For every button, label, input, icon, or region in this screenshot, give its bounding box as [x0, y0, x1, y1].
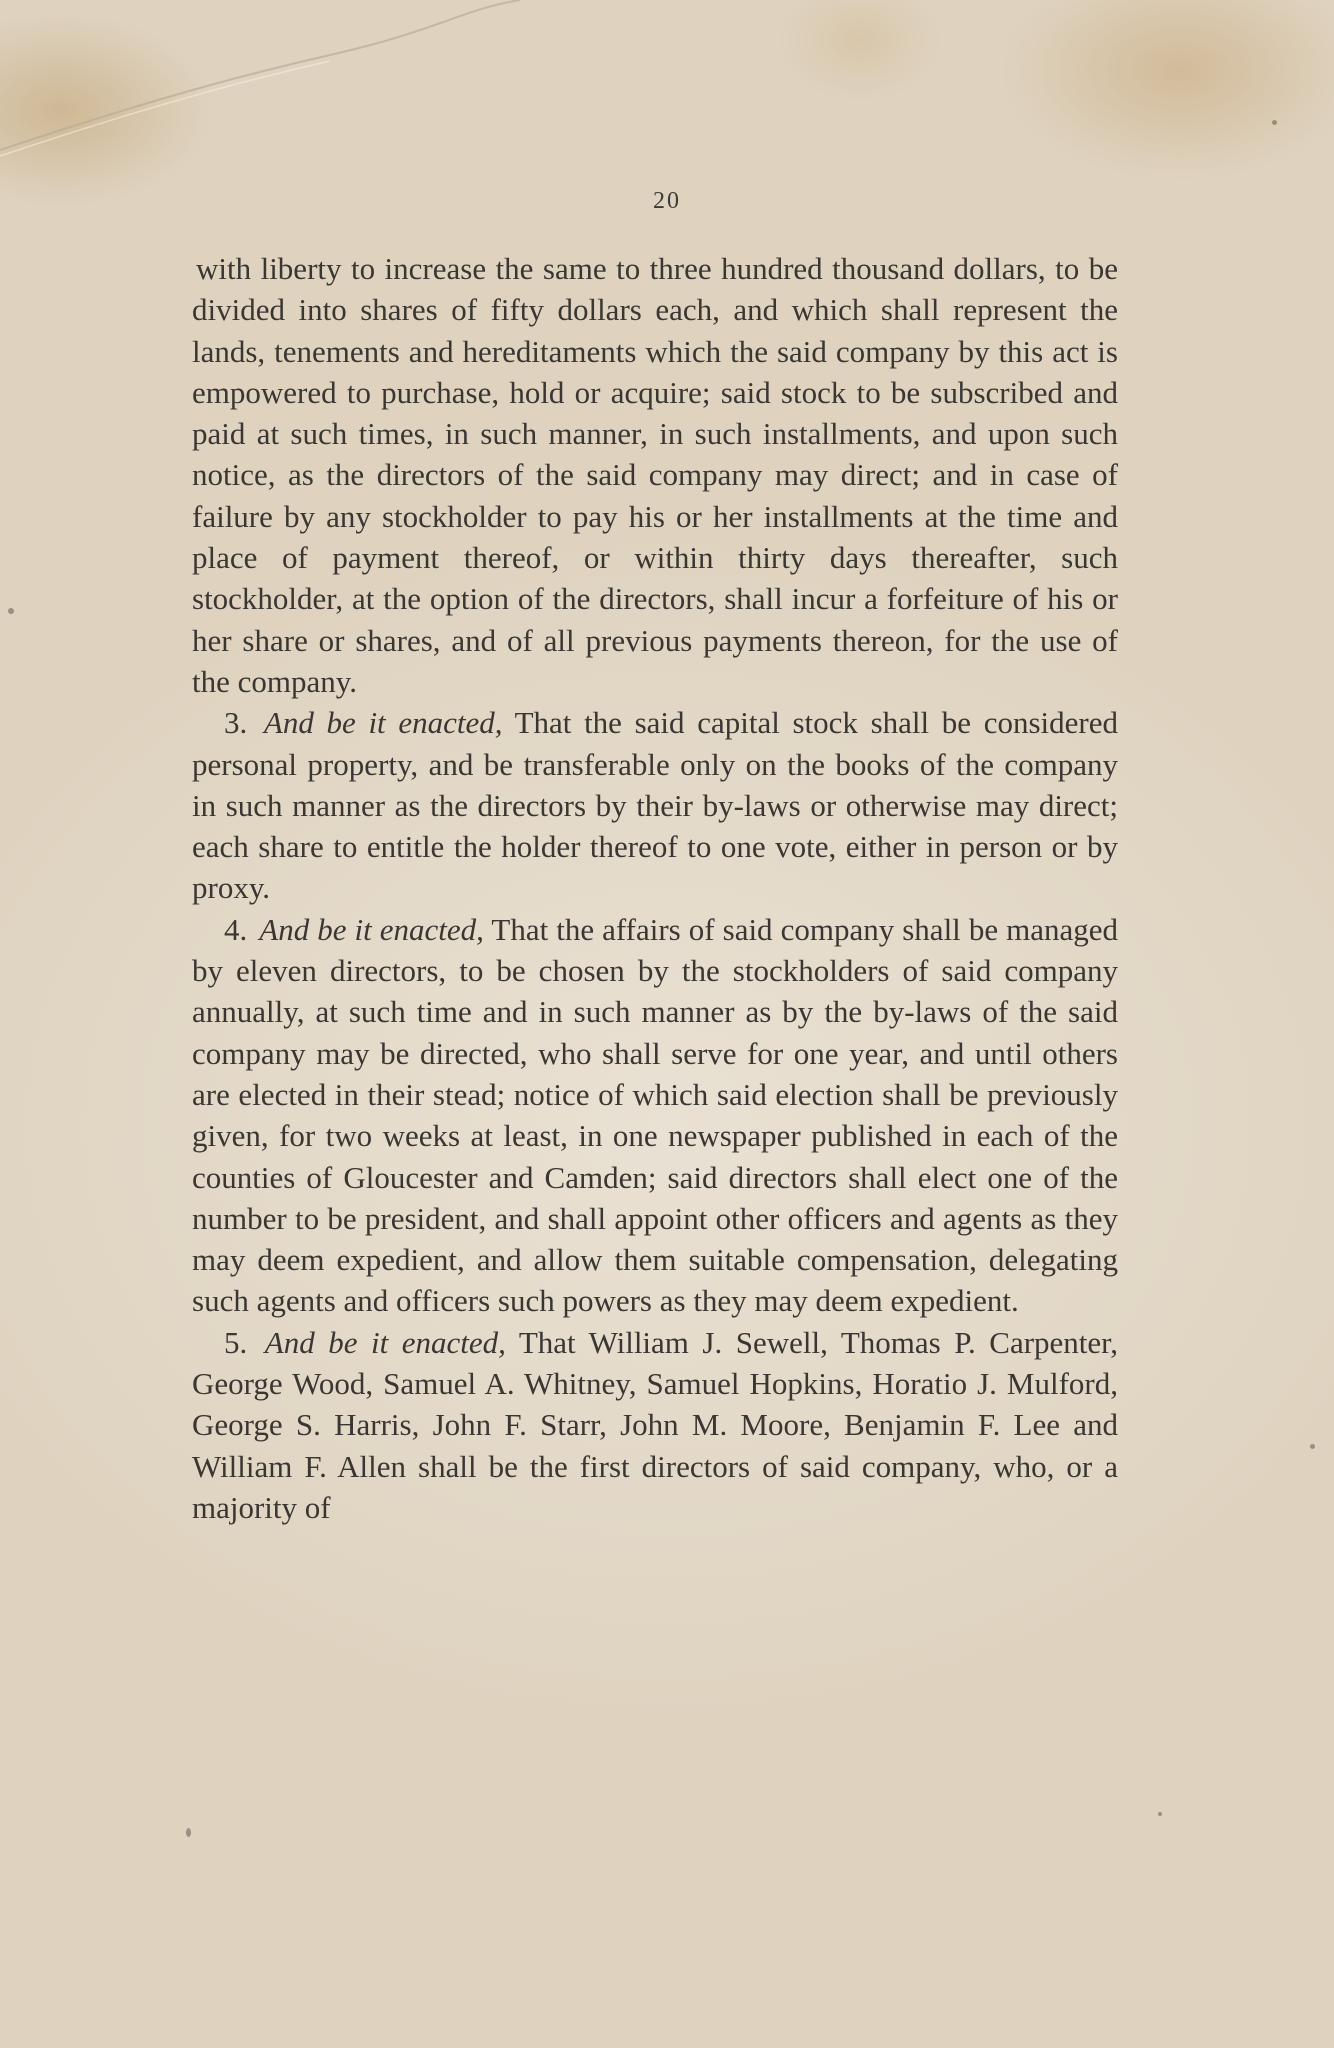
paragraph-text: That the affairs of said company shall be managed by eleven directors, to be chosen by the stockholders of said company annually, at such time and in such manner as by the by-laws of the said company may be directed, who shall serve for one year, and until others are elected in their stead; notice of which said election shall be previously given, for two weeks at least, in one newspaper published in each of the counties of Gloucester and Camden; said directors shall elect one of the number to be president, and shall appoint other officers and agents as they may deem expedient, and allow them suitable compensation, delegating such agents and officers such powers as they may deem expedient. [192, 911, 1119, 1319]
paper-speck [8, 608, 14, 614]
paper-crease [0, 0, 1334, 200]
section-4 [192, 909, 1118, 1322]
section-number: 4. [224, 911, 248, 947]
paragraph-text: That the said capital stock shall be considered personal property, and be transferable only on the books of the company in such manner as the directors by their by-laws or otherwise may direct; each share to entitle the holder thereof to one vote, either in person or by proxy. [192, 705, 1118, 906]
section-number: 3. [224, 705, 248, 741]
enacting-phrase: And be it enacted, [259, 911, 484, 947]
paper-speck [186, 1828, 191, 1837]
paper-speck [1310, 1444, 1315, 1449]
paper-speck [1272, 120, 1277, 125]
body-text [192, 248, 1118, 1528]
paragraph-text: with liberty to increase the same to three hundred thousand dollars, to be divided into shares of fifty dollars each, and which shall represent the lands, tenements and hereditaments which the said company by this act is empowered to purchase, hold or acquire; said stock to be subscribed and paid at such times, in such manner, in such installments, and upon such notice, as the directors of the said company may direct; and in case of failure by any stockholder to pay his or her installments at the time and place of payment thereof, or within thirty days thereafter, such stockholder, at the option of the directors, shall incur a forfeiture of his or her share or shares, and of all previous payments thereon, for the use of the company. [192, 251, 1118, 699]
enacting-phrase: And be it enacted, [264, 1324, 506, 1360]
section-3 [192, 702, 1118, 908]
paragraph-text: That William J. Sewell, Thomas P. Carpenter, George Wood, Samuel A. Whitney, Samuel Hopkins, Horatio J. Mulford, George S. Harris, John F. Starr, John M. Moore, Benjamin F. Lee and William F. Allen shall be the first directors of said company, who, or a majority of [192, 1324, 1118, 1525]
enacting-phrase: And be it enacted, [263, 705, 503, 741]
section-number: 5. [224, 1324, 248, 1360]
section-5 [192, 1322, 1118, 1528]
paragraph-continuation [192, 248, 1118, 702]
page-number: 20 [653, 188, 681, 214]
paper-speck [1158, 1812, 1162, 1816]
